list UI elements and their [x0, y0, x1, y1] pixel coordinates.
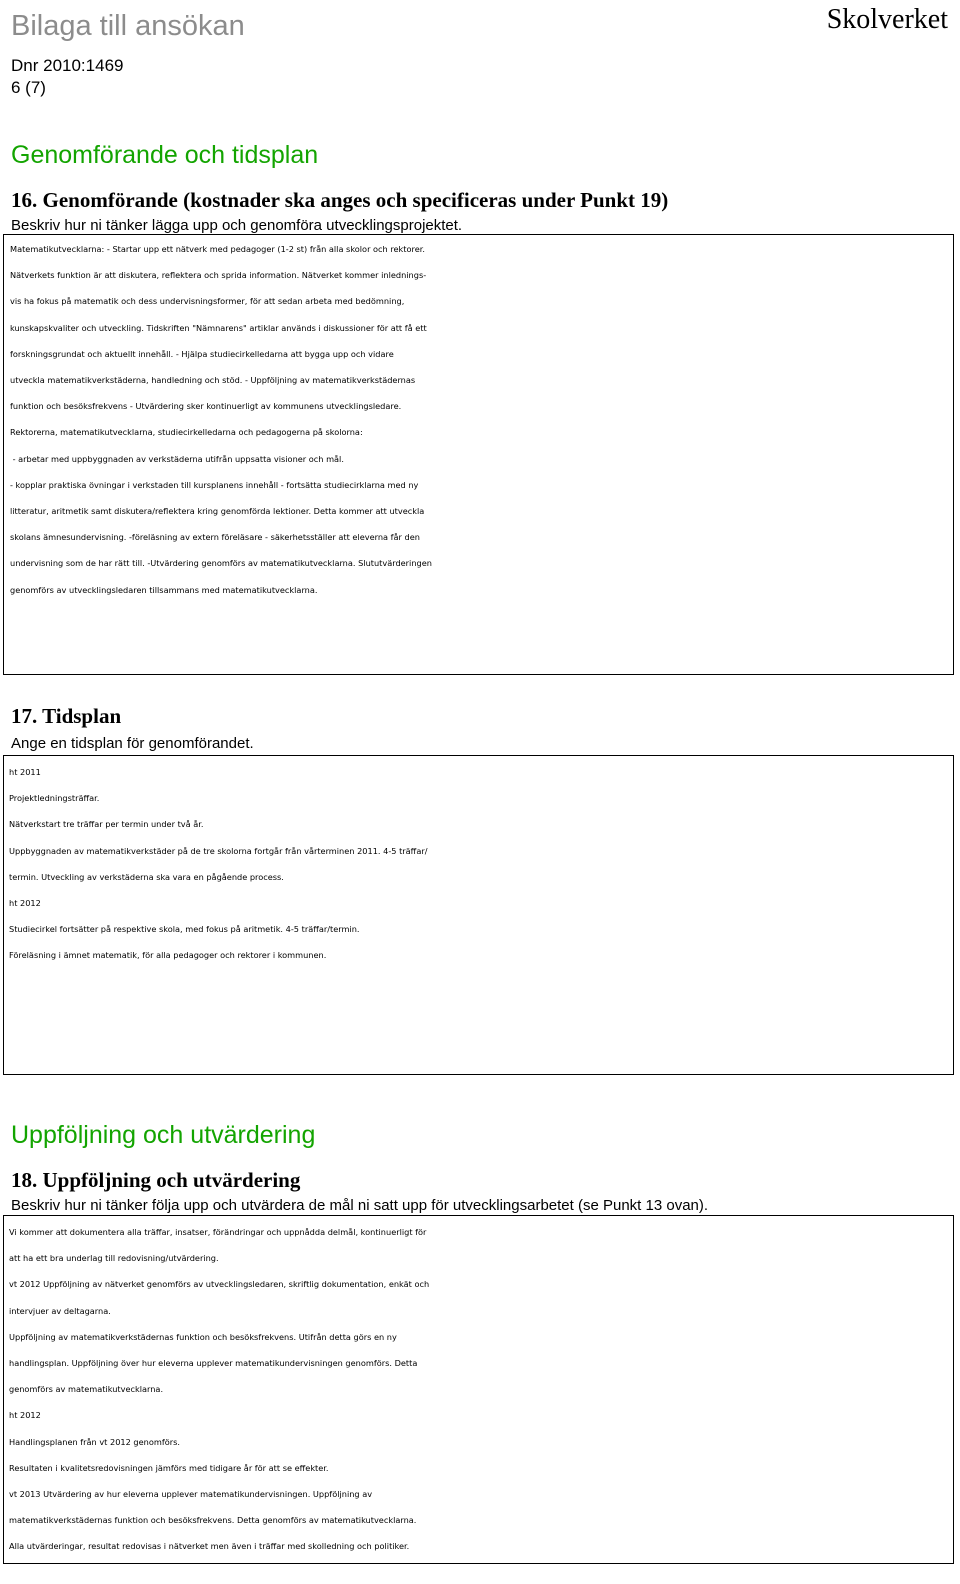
question-18-answer-box[interactable] [3, 1215, 954, 1564]
question-16-answer-box[interactable] [3, 234, 954, 675]
question-17-answer-box[interactable] [3, 755, 954, 1075]
section-heading-followup: Uppföljning och utvärdering [11, 1121, 316, 1149]
question-16-answer-text: Matematikutvecklarna: - Startar upp ett nätverk med pedagoger (1-2 st) från alla skolor och rektorer. Nätverkets funktion är att diskutera, reflektera och sprida information. Nätverket kommer inlednings- vis ha fokus på matematik och dess undervisningsformer, för att sedan arbeta med bedömning, kunskapskvaliter och utveckling. Tidskriften "Nämnarens" artiklar används i diskussioner för att få ett forskningsgrundat och aktuellt innehåll. - Hjälpa studiecirkelledarna att bygga upp och vidare utveckla matematikverkstäderna, handledning och stöd. - Uppföljning av matematikverkstädernas funktion och besöksfrekvens - Utvärdering sker kontinuerligt av kommunens utvecklingsledare. Rektorerna, matematikutvecklarna, studiecirkelledarna och pedagogerna på skolorna: - arbetar med uppbyggnaden av verkstäderna utifrån uppsatta visioner och mål. - kopplar praktiska övningar i verkstaden till kursplanens innehåll - fortsätta studiecirklarna med ny litteratur, aritmetik samt diskutera/reflektera kring genomförda lektioner. Detta kommer att utveckla skolans ämnesundervisning. -föreläsning av extern föreläsare - säkerhetsställer att eleverna får den undervisning som de har rätt till. -Utvärdering genomförs av matematikutvecklarna. Slututvärderingen genomförs av utvecklingsledaren tillsammans med matematikutvecklarna. [10, 244, 432, 595]
question-16-title: 16. Genomförande (kostnader ska anges och specificeras under Punkt 19) [11, 188, 669, 212]
attachment-title: Bilaga till ansökan [11, 10, 245, 42]
page-number: 6 (7) [11, 78, 46, 97]
question-17-answer-text: ht 2011 Projektledningsträffar. Nätverkstart tre träffar per termin under två år. Uppbyggnaden av matematikverkstäder på de tre skolorna fortgår från vårterminen 2011. 4-5 träffar/ termin. Utveckling av verkstäderna ska vara en pågående process. ht 2012 Studiecirkel fortsätter på respektive skola, med fokus på aritmetik. 4-5 träffar/termin. Föreläsning i ämnet matematik, för alla pedagoger och rektorer i kommunen. [9, 767, 428, 961]
question-18-instruction: Beskriv hur ni tänker följa upp och utvärdera de mål ni satt upp för utvecklingsarbetet (se Punkt 13 ovan). [11, 1197, 709, 1214]
registration-number: Dnr 2010:1469 [11, 56, 124, 75]
question-17-instruction: Ange en tidsplan för genomförandet. [11, 735, 254, 752]
question-16-instruction: Beskriv hur ni tänker lägga upp och genomföra utvecklingsprojektet. [11, 217, 463, 234]
question-17-title: 17. Tidsplan [11, 704, 122, 728]
skolverket-logo: Skolverket [826, 4, 948, 35]
section-heading-implementation: Genomförande och tidsplan [11, 141, 319, 169]
question-18-title: 18. Uppföljning och utvärdering [11, 1168, 301, 1192]
question-18-answer-text: Vi kommer att dokumentera alla träffar, insatser, förändringar och uppnådda delmål, kontinuerligt för att ha ett bra underlag till redovisning/utvärdering. vt 2012 Uppföljning av nätverket genomförs av utvecklingsledaren, skriftlig dokumentation, enkät och intervjuer av deltagarna. Uppföljning av matematikverkstädernas funktion och besöksfrekvens. Utifrån detta görs en ny handlingsplan. Uppföljning över hur eleverna upplever matematikundervisningen genomförs. Detta genomförs av matematikutvecklarna. ht 2012 Handlingsplanen från vt 2012 genomförs. Resultaten i kvalitetsredovisningen jämförs med tidigare år för att se effekter. vt 2013 Utvärdering av hur eleverna upplever matematikundervisningen. Uppföljning av matematikverkstädernas funktion och besöksfrekvens. Detta genomförs av matematikutvecklarna. Alla utvärderingar, resultat redovisas i nätverket men även i träffar med skolledning och politiker. [9, 1227, 430, 1552]
